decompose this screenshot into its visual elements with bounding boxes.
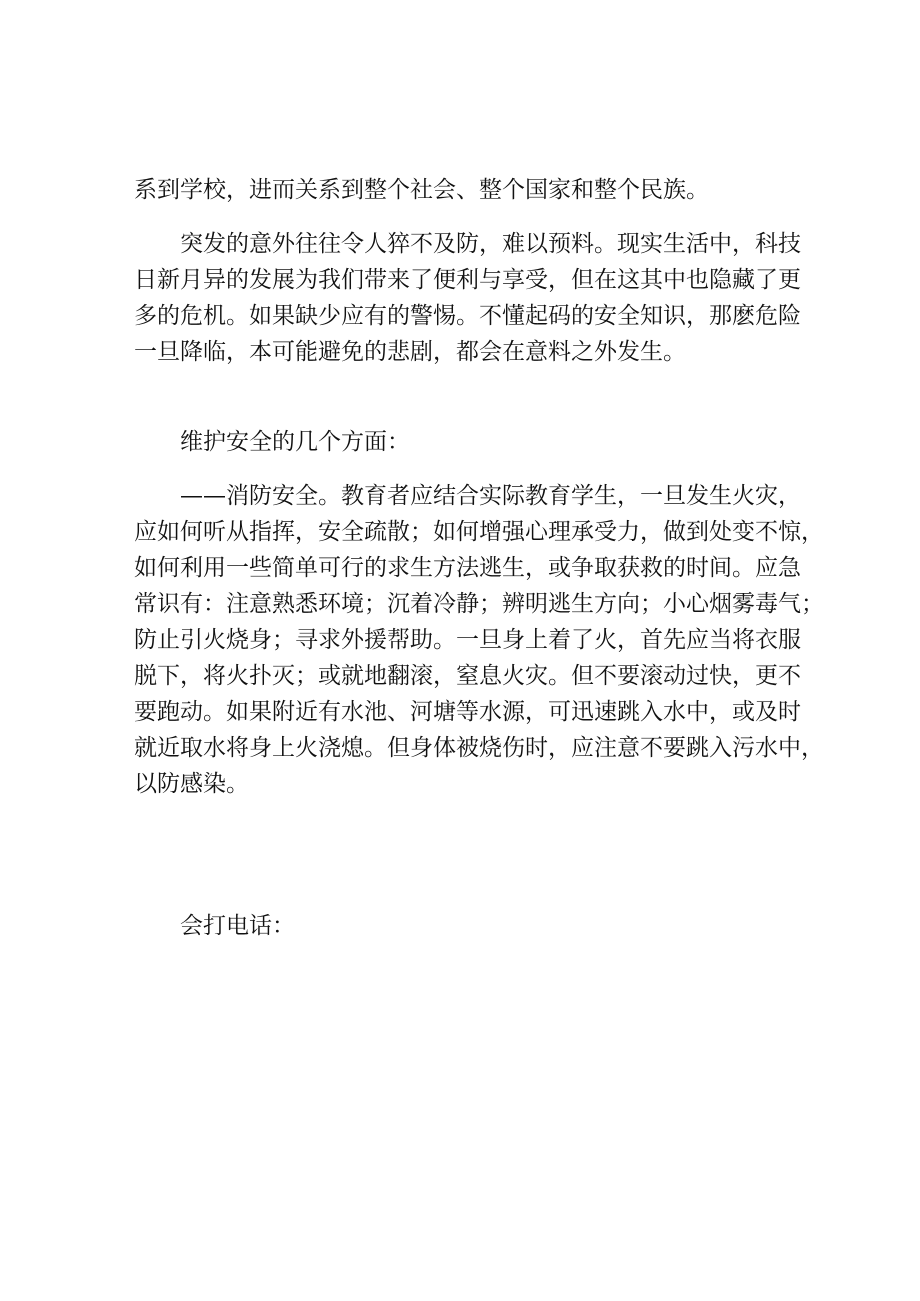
paragraph-line: 系到学校，进而关系到整个社会、整个国家和整个民族。 <box>134 177 709 203</box>
paragraph-line: 要跑动。如果附近有水池、河塘等水源，可迅速跳入水中，或及时 <box>134 699 801 725</box>
paragraph-line: 应如何听从指挥，安全疏散；如何增强心理承受力，做到处变不惊， <box>134 519 824 545</box>
paragraph-line: 维护安全的几个方面： <box>180 429 410 455</box>
paragraph-line: 常识有：注意熟悉环境；沉着冷静；辨明逃生方向；小心烟雾毒气； <box>134 591 824 617</box>
paragraph-line: 防止引火烧身；寻求外援帮助。一旦身上着了火，首先应当将衣服 <box>134 627 801 653</box>
paragraph-line: 日新月异的发展为我们带来了便利与享受，但在这其中也隐藏了更 <box>134 267 801 293</box>
paragraph-line: 以防感染。 <box>134 771 249 797</box>
paragraph-safety-aspects-heading <box>134 424 794 460</box>
paragraph-line: 突发的意外往往令人猝不及防，难以预料。现实生活中，科技 <box>180 231 801 257</box>
paragraph-line: 会打电话： <box>180 913 295 939</box>
paragraph-line: 多的危机。如果缺少应有的警惕。不懂起码的安全知识，那麽危险 <box>134 303 801 329</box>
paragraph-continuation <box>134 172 794 208</box>
paragraph-line: 一旦降临，本可能避免的悲剧，都会在意料之外发生。 <box>134 339 686 365</box>
paragraph-line: ——消防安全。教育者应结合实际教育学生，一旦发生火灾， <box>180 483 801 509</box>
paragraph-line: 脱下，将火扑灭；或就地翻滚，窒息火灾。但不要滚动过快，更不 <box>134 663 801 689</box>
paragraph-phone-heading <box>134 908 794 944</box>
paragraph-unexpected-accidents <box>134 226 801 370</box>
paragraph-fire-safety <box>134 478 824 802</box>
paragraph-line: 如何利用一些简单可行的求生方法逃生，或争取获救的时间。应急 <box>134 555 801 581</box>
paragraph-line: 就近取水将身上火浇熄。但身体被烧伤时，应注意不要跳入污水中， <box>134 735 824 761</box>
